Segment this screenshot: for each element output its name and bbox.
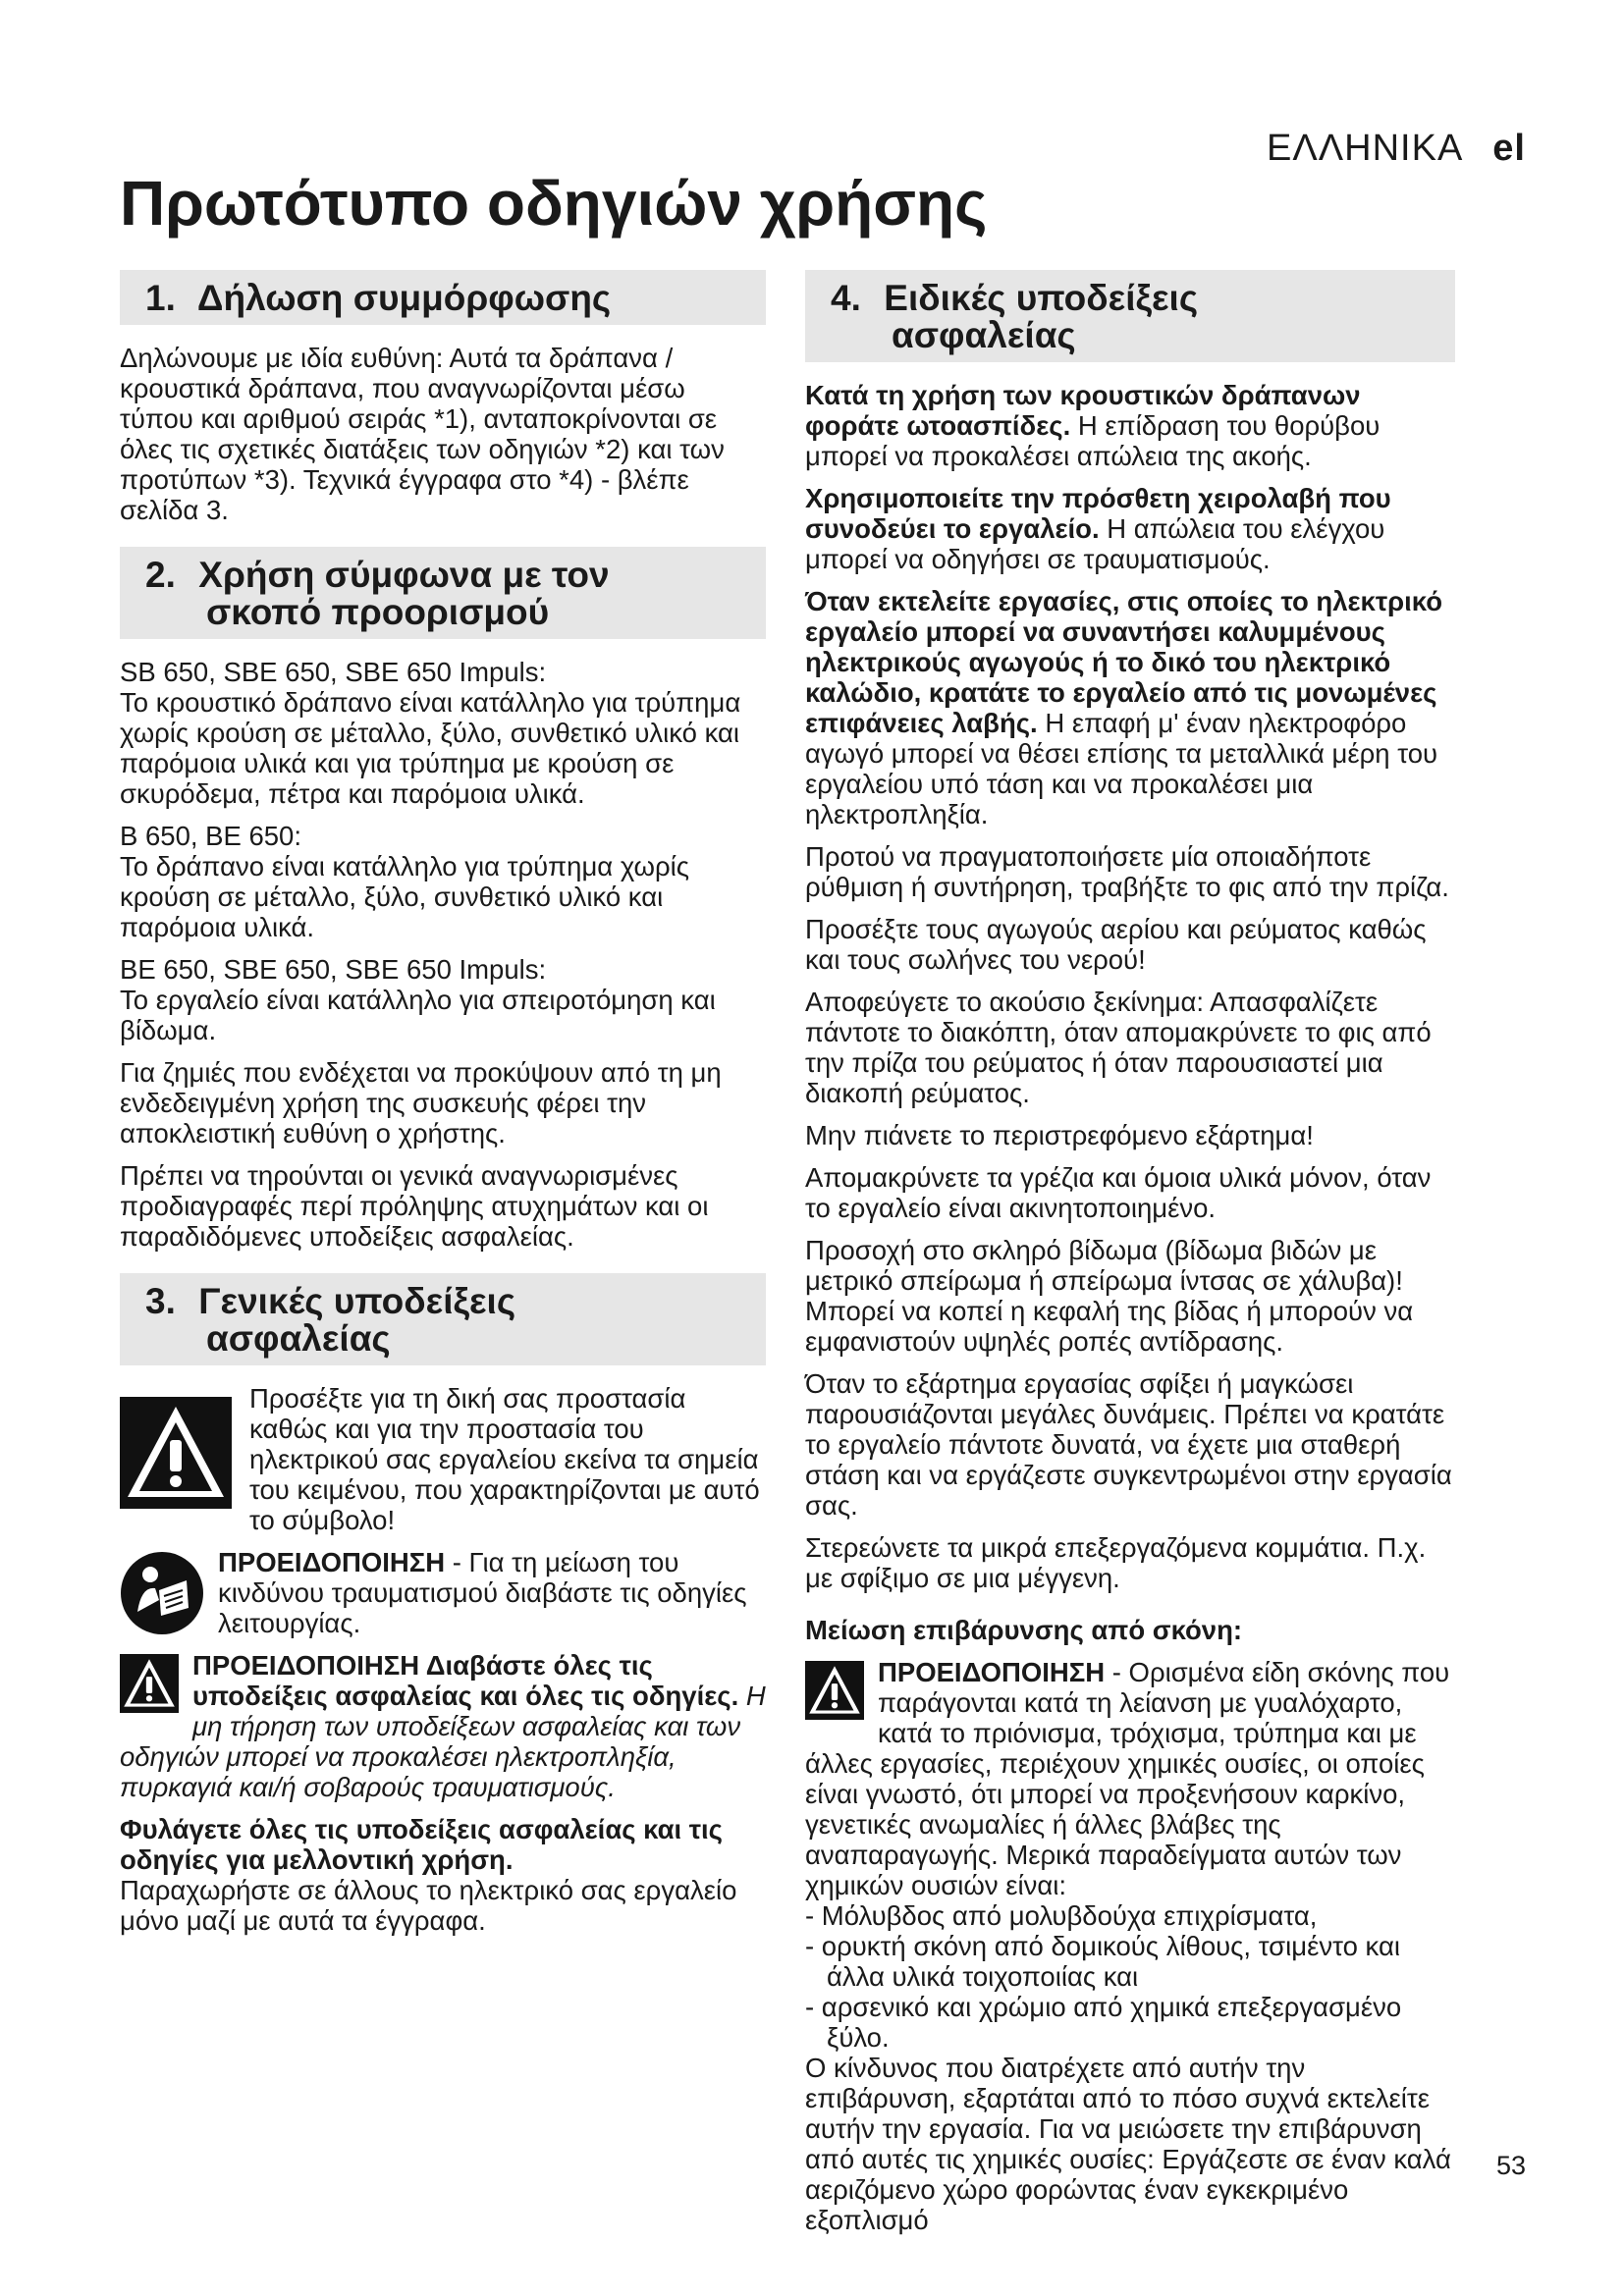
warning-label: ΠΡΟΕΙΔΟΠΟΙΗΣΗ: [218, 1547, 446, 1577]
language-header: [1267, 128, 1526, 170]
list-item: - Μόλυβδος από μολυβδούχα επιχρίσματα,: [805, 1900, 1318, 1931]
warning-triangle-icon: [120, 1654, 179, 1713]
section-3-number: 3.: [145, 1281, 176, 1321]
page-title: Πρωτότυπο οδηγιών χρήσης: [120, 168, 988, 239]
warning-triangle-icon: [120, 1397, 232, 1509]
dust-heading: Μείωση επιβάρυνσης από σκόνη:: [805, 1615, 1243, 1645]
usage-drill: Το δράπανο είναι κατάλληλο για τρύπημα χωρίς κρούση σε μέταλλο, ξύλο, συνθετικό υλικό και παρόμοια υλικά.: [120, 851, 690, 942]
declaration-text: Δηλώνουμε με ιδία ευθύνη: Αυτά τα δράπανα / κρουστικά δράπανα, που αναγνωρίζονται μέσω τύπου και αριθμού σειράς *1), ανταποκρίνονται σε όλες τις σχετικές διατάξεις των οδηγιών *2) και των προτύπων *3). Τεχνικά έγγραφα στο *4) - βλέπε σελίδα 3.: [120, 343, 725, 525]
dust-warning-text: - Ορισμένα είδη σκόνης που παράγονται κατά τη λείανση με γυαλόχαρτο, κατά το πριόνισμα, τρόχισμα, τρύπημα και με άλλες εργασίες, περιέχουν χημικές ουσίες, οι οποίες είναι γνωστό, ότι μπορεί να προξενήσουν καρκίνο, γενετικές ανωμαλίες ή άλλες βλάβες της αναπαραγωγής. Μερικά παραδείγματα αυτών των χημικών ουσιών είναι:: [805, 1657, 1450, 1900]
section-4-number: 4.: [831, 278, 861, 318]
ear-protection-bold: Κατά τη χρήση των κρουστικών δράπανων φοράτε ωτοασπίδες.: [805, 380, 1361, 441]
jamming-text: Όταν το εξάρτημα εργασίας σφίξει ή μαγκώσει παρουσιάζονται μεγάλες δυνάμεις. Πρέπει να κρατάτε το εργαλείο πάντοτε δυνατά, να έχετε μια σταθερή στάση και να εργάζεστε συγκεντρωμένοι στην εργασία σας.: [805, 1368, 1452, 1521]
left-column: [120, 270, 766, 1948]
symbol-notice-text: Προσέξτε για τη δική σας προστασία καθώς και για την προστασία του ηλεκτρικού σας εργαλείου εκείνα τα σημεία του κειμένου, που χαρακτηρίζονται με αυτό το σύμβολο!: [249, 1383, 760, 1535]
language-label: ΕΛΛΗΝΙΚΑ: [1267, 128, 1464, 169]
dust-warning: [805, 1657, 1455, 1900]
models-sb-sbe: SB 650, SBE 650, SBE 650 Impuls:: [120, 657, 547, 687]
chemicals-list: [805, 1900, 1455, 2053]
section-2-number: 2.: [145, 555, 176, 595]
list-item: - αρσενικό και χρώμιο από χημικά επεξεργασμένο ξύλο.: [805, 1992, 1402, 2053]
list-item: - ορυκτή σκόνη από δομικούς λίθους, τσιμέντο και άλλα υλικά τοιχοποιίας και: [805, 1931, 1400, 1992]
right-column: [805, 270, 1455, 2247]
liability-text: Για ζημιές που ενδέχεται να προκύψουν από τη μη ενδεδειγμένη χρήση της συσκευής φέρει την αποκλειστική ευθύνη ο χρήστης.: [120, 1057, 722, 1148]
gas-water-lines-text: Προσέξτε τους αγωγούς αερίου και ρεύματος καθώς και τους σωλήνες του νερού!: [805, 914, 1427, 975]
exposure-risk-text: Ο κίνδυνος που διατρέχετε από αυτήν την επιβάρυνση, εξαρτάται από το πόσο συχνά εκτελείτε αυτήν την εργασία. Για να μειώσετε την επιβάρυνση από αυτές τις χημικές ουσίες: Εργάζεστε σε έναν καλά αεριζόμενο χώρο φορώντας έναν εγκεκριμένο εξοπλισμό: [805, 2053, 1451, 2235]
usage-impact-drill: Το κρουστικό δράπανο είναι κατάλληλο για τρύπημα χωρίς κρούση σε μέταλλο, ξύλο, συνθετικό υλικό και παρόμοια υλικά και για τρύπημα με κρούση σε σκυρόδεμα, πέτρα και παρόμοια υλικά.: [120, 687, 741, 809]
models-b-be: B 650, BE 650:: [120, 821, 301, 851]
section-2-title-line2: σκοπό προορισμού: [206, 592, 550, 632]
read-all-warning-italic: Η μη τήρηση των υποδείξεων ασφαλείας και των οδηγιών μπορεί να προκαλέσει ηλεκτροπληξία, πυρκαγιά και/ή σοβαρούς τραυματισμούς.: [120, 1681, 766, 1802]
language-code: el: [1492, 128, 1526, 169]
warning-triangle-icon: [805, 1661, 864, 1720]
section-3-title-line1: Γενικές υποδείξεις: [198, 1281, 516, 1321]
section-3-title-line2: ασφαλείας: [206, 1318, 391, 1359]
symbol-notice: [120, 1383, 766, 1547]
keep-instructions-text: Παραχωρήστε σε άλλους το ηλεκτρικό σας εργαλείο μόνο μαζί με αυτά τα έγγραφα.: [120, 1875, 737, 1936]
read-all-warning-bold: ΠΡΟΕΙΔΟΠΟΙΗΣΗ Διαβάστε όλες τις υποδείξεις ασφαλείας και όλες τις οδηγίες.: [192, 1650, 739, 1711]
read-manual-icon: [120, 1551, 204, 1635]
keep-instructions-bold: Φυλάγετε όλες τις υποδείξεις ασφαλείας και τις οδηγίες για μελλοντική χρήση.: [120, 1814, 723, 1875]
hidden-wiring-text: Η επαφή μ' έναν ηλεκτροφόρο αγωγό μπορεί να θέσει επίσης τα μεταλλικά μέρη του εργαλείου υπό τάση και να προκαλέσει μια ηλεκτροπληξία.: [805, 708, 1438, 829]
dust-warning-label: ΠΡΟΕΙΔΟΠΟΙΗΣΗ: [878, 1657, 1106, 1687]
small-workpieces-text: Στερεώνετε τα μικρά επεξεργαζόμενα κομμάτια. Π.χ. με σφίξιμο σε μια μέγγενη.: [805, 1532, 1427, 1593]
section-1-number: 1.: [145, 278, 176, 318]
hard-screwdriving-text: Προσοχή στο σκληρό βίδωμα (βίδωμα βιδών με μετρικό σπείρωμα ή σπείρωμα ίντσας σε χάλυβα)! Μπορεί να κοπεί η κεφαλή της βίδας ή μπορούν να εμφανιστούν υψηλές ροπές αντίδρασης.: [805, 1235, 1414, 1357]
auxiliary-handle-bold: Χρησιμοποιείτε την πρόσθετη χειρολαβή που συνοδεύει το εργαλείο.: [805, 483, 1391, 544]
chips-removal-text: Απομακρύνετε τα γρέζια και όμοια υλικά μόνον, όταν το εργαλείο είναι ακινητοποιημένο.: [805, 1162, 1432, 1223]
models-be-sbe: BE 650, SBE 650, SBE 650 Impuls:: [120, 954, 547, 985]
read-manual-text: - Για τη μείωση του κινδύνου τραυματισμού διαβάστε τις οδηγίες λειτουργίας.: [218, 1547, 747, 1638]
regulations-text: Πρέπει να τηρούνται οι γενικά αναγνωρισμένες προδιαγραφές περί πρόληψης ατυχημάτων και οι παραδιδόμενες υποδείξεις ασφαλείας.: [120, 1160, 709, 1252]
read-all-warning: [120, 1650, 766, 1814]
ear-protection-text: Η επίδραση του θορύβου μπορεί να προκαλέσει απώλεια της ακοής.: [805, 410, 1380, 471]
read-manual-warning: [120, 1547, 766, 1650]
hidden-wiring-bold: Όταν εκτελείτε εργασίες, στις οποίες το ηλεκτρικό εργαλείο μπορεί να συναντήσει καλυμμένους ηλεκτρικούς αγωγούς ή το δικό του ηλεκτρικό καλώδιο, κρατάτε το εργαλείο από τις μονωμένες επιφάνειες λαβής.: [805, 586, 1443, 738]
section-1-heading: [120, 270, 766, 325]
section-2-title-line1: Χρήση σύμφωνα με τον: [198, 555, 610, 595]
section-2-heading: [120, 547, 766, 639]
section-1-title: Δήλωση συμμόρφωσης: [196, 278, 612, 318]
section-4-heading: [805, 270, 1455, 362]
unplug-text: Προτού να πραγματοποιήσετε μία οποιαδήποτε ρύθμιση ή συντήρηση, τραβήξτε το φις από την πρίζα.: [805, 841, 1449, 902]
section-3-heading: [120, 1273, 766, 1365]
unintended-start-text: Αποφεύγετε το ακούσιο ξεκίνημα: Απασφαλίζετε πάντοτε το διακόπτη, όταν απομακρύνετε το φις από την πρίζα του ρεύματος ή όταν παρουσιαστεί μια διακοπή ρεύματος.: [805, 987, 1432, 1108]
page-number: 53: [1495, 2151, 1526, 2180]
auxiliary-handle-text: Η απώλεια του ελέγχου μπορεί να οδηγήσει σε τραυματισμούς.: [805, 513, 1385, 574]
section-4-title-line2: ασφαλείας: [892, 315, 1076, 355]
section-4-title-line1: Ειδικές υποδείξεις: [884, 278, 1199, 318]
rotating-part-text: Μην πιάνετε το περιστρεφόμενο εξάρτημα!: [805, 1120, 1314, 1150]
usage-tapping: Το εργαλείο είναι κατάλληλο για σπειροτόμηση και βίδωμα.: [120, 985, 716, 1045]
